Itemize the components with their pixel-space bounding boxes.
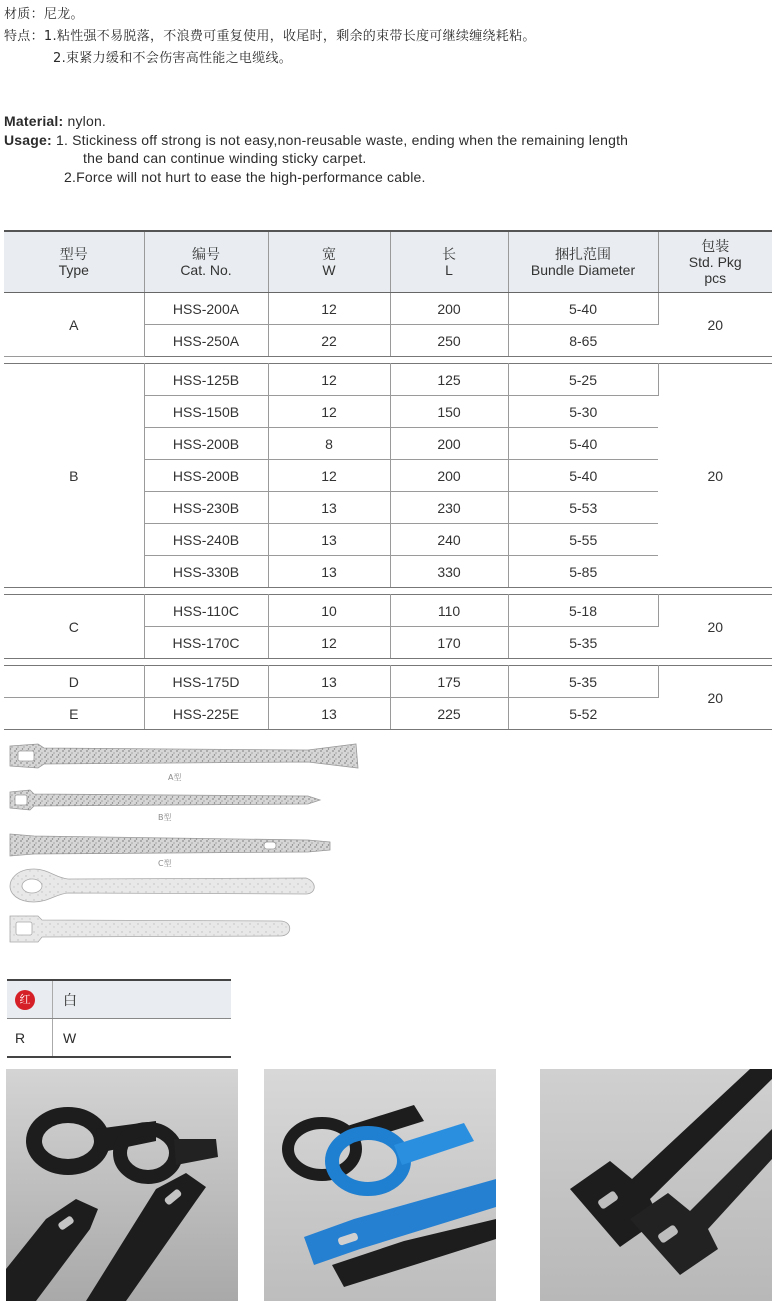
strip-label-a: A型 [168,773,182,782]
product-photo-1 [6,1069,238,1301]
diameter-cell: 5-40 [508,460,658,492]
color-code-w: W [53,1019,232,1058]
type-cell: E [4,698,144,730]
cat-cell: HSS-250A [144,325,268,357]
color-name-row [7,980,231,1019]
pkg-cell: 20 [658,595,772,659]
feature-cn-2: 2.束紧力缓和不会伤害高性能之电缆线。 [53,51,293,66]
group-spacer [4,659,772,666]
width-cell: 10 [268,595,390,627]
color-table [7,979,231,1058]
length-cell: 200 [390,460,508,492]
color-code-row [7,1019,231,1058]
spec-header-row [4,231,772,293]
product-photo-2 [264,1069,496,1301]
diameter-cell: 5-35 [508,627,658,659]
length-cell: 125 [390,364,508,396]
header-width: 宽 W [268,231,390,293]
usage-line-3: 2.Force will not hurt to ease the high-performance cable. [64,168,426,185]
usage-line-2: the band can continue winding sticky carpet. [83,150,367,166]
photo-black-loops [6,1069,238,1301]
diameter-cell: 5-53 [508,492,658,524]
cat-cell: HSS-150B [144,396,268,428]
photo-blue-black [264,1069,496,1301]
strap-c [10,834,330,856]
usage-line-1: 1. Stickiness off strong is not easy,non-reusable waste, ending when the remaining length [51,131,629,148]
length-cell: 225 [390,698,508,730]
type-cell: C [4,595,144,659]
strap-e [10,916,290,942]
pkg-cell: 20 [658,364,772,588]
strap-illustrations [8,738,368,948]
width-cell: 8 [268,428,390,460]
header-cat: 编号 Cat. No. [144,231,268,293]
photo-black-straps [540,1069,772,1301]
usage-en-1 [4,131,628,150]
pkg-cell: 20 [658,293,772,357]
cat-cell: HSS-225E [144,698,268,730]
header-length: 长 L [390,231,508,293]
cat-cell: HSS-200A [144,293,268,325]
table-row [4,666,772,698]
cat-cell: HSS-240B [144,524,268,556]
length-cell: 150 [390,396,508,428]
diameter-cell: 5-40 [508,428,658,460]
material-cn: 材质：尼龙。 [4,7,84,22]
type-cell: D [4,666,144,698]
cat-cell: HSS-230B [144,492,268,524]
type-cell: A [4,293,144,357]
width-cell: 13 [268,666,390,698]
strip-label-c: C型 [158,859,172,868]
diameter-cell: 5-85 [508,556,658,588]
cat-cell: HSS-110C [144,595,268,627]
width-cell: 12 [268,364,390,396]
length-cell: 250 [390,325,508,357]
header-type: 型号 Type [4,231,144,293]
english-description [4,112,628,186]
diameter-cell: 5-52 [508,698,658,730]
length-cell: 170 [390,627,508,659]
length-cell: 330 [390,556,508,588]
strap-d [10,869,314,902]
diameter-cell: 5-18 [508,595,658,627]
color-badge-cell [7,980,53,1019]
cat-cell: HSS-175D [144,666,268,698]
strap-a [10,744,358,768]
spec-table [4,230,772,730]
group-spacer [4,588,772,595]
width-cell: 12 [268,396,390,428]
width-cell: 13 [268,698,390,730]
table-row [4,698,772,730]
group-spacer [4,357,772,364]
diameter-cell: 5-55 [508,524,658,556]
table-row [4,293,772,325]
table-row [4,595,772,627]
diameter-cell: 5-30 [508,396,658,428]
cat-cell: HSS-170C [144,627,268,659]
width-cell: 13 [268,492,390,524]
length-cell: 110 [390,595,508,627]
length-cell: 240 [390,524,508,556]
width-cell: 22 [268,325,390,357]
header-diameter: 捆扎范围 Bundle Diameter [508,231,658,293]
strap-b [10,790,320,810]
material-label: Material: [4,113,64,129]
pkg-cell: 20 [658,666,772,730]
diameter-cell: 5-40 [508,293,658,325]
width-cell: 12 [268,627,390,659]
diameter-cell: 5-25 [508,364,658,396]
width-cell: 13 [268,524,390,556]
color-white-name: 白 [53,980,232,1019]
length-cell: 200 [390,428,508,460]
product-photo-3 [540,1069,772,1301]
diameter-cell: 8-65 [508,325,658,357]
width-cell: 12 [268,460,390,492]
strip-label-b: B型 [158,813,172,822]
material-value: nylon. [63,113,107,129]
cat-cell: HSS-330B [144,556,268,588]
material-en [4,112,628,131]
cat-cell: HSS-200B [144,428,268,460]
usage-label: Usage: [4,131,52,148]
red-badge-icon: 红 [15,990,35,1010]
type-cell: B [4,364,144,588]
strap-drawings [8,738,368,948]
feature-cn-1: 特点：1.粘性强不易脱落，不浪费可重复使用，收尾时，剩余的束带长度可继续缠绕耗粘。 [4,29,536,44]
cat-cell: HSS-200B [144,460,268,492]
cat-cell: HSS-125B [144,364,268,396]
length-cell: 230 [390,492,508,524]
header-pkg: 包装 Std. Pkg pcs [658,231,772,293]
diameter-cell: 5-35 [508,666,658,698]
table-row [4,364,772,396]
color-code-r: R [7,1019,53,1058]
length-cell: 175 [390,666,508,698]
chinese-description [4,4,536,70]
width-cell: 13 [268,556,390,588]
width-cell: 12 [268,293,390,325]
length-cell: 200 [390,293,508,325]
